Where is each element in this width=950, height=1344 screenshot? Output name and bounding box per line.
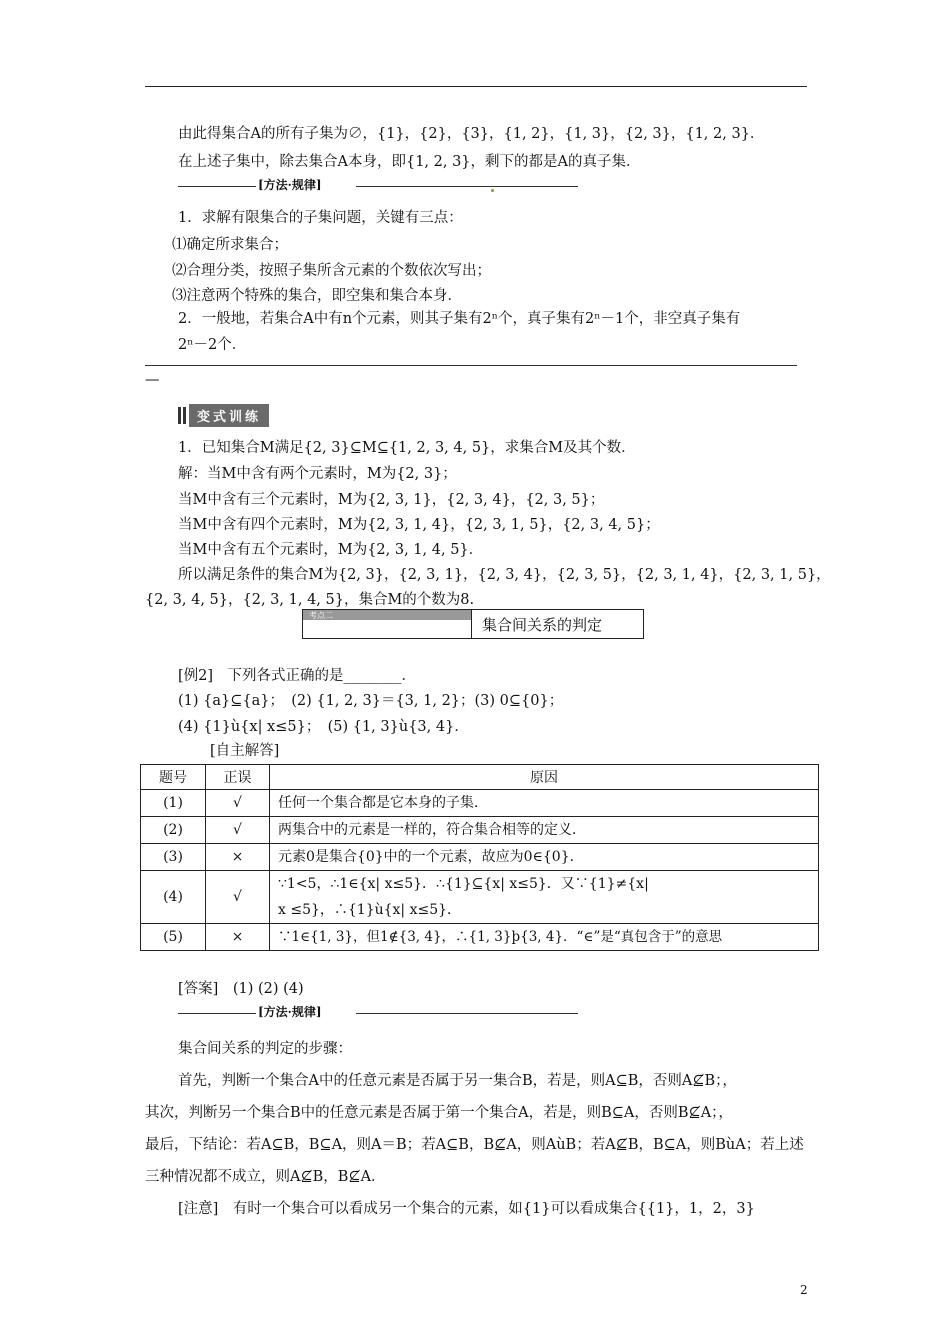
section-rule (145, 365, 797, 366)
method-item: ⑴确定所求集合； (172, 237, 288, 253)
row-reason: 两集合中的元素是一样的，符合集合相等的定义． (270, 817, 819, 844)
example-option: (1) {a}⊆{a}； (2) {1, 2, 3}＝{3, 1, 2}；(3) 0⊆{0}； (178, 693, 564, 709)
dash-rule (356, 186, 578, 187)
practice-line: 当M中含有四个元素时，M为{2, 3, 1, 4}，{2, 3, 1, 5}，{2, 3, 4, 5}； (178, 517, 660, 533)
table-header-cell: 题号 (141, 765, 206, 790)
trail-dash: — (145, 372, 160, 388)
row-verdict: √ (206, 790, 270, 817)
method-label: [方法·规律] (258, 178, 322, 192)
method-item: ⑵合理分类，按照子集所含元素的个数依次写出； (172, 263, 491, 279)
practice-line: 当M中含有五个元素时，M为{2, 3, 1, 4, 5}． (178, 542, 484, 558)
practice-heading (178, 405, 288, 426)
row-number: (3) (141, 844, 206, 871)
practice-line: {2, 3, 4, 5}，{2, 3, 1, 4, 5}，集合M的个数为8. (145, 592, 475, 608)
row-reason-line: x ≤5}，∴{1}ù{x| x≤5}． (278, 902, 462, 918)
row-reason (270, 871, 819, 924)
text-line: 由此得集合A的所有子集为∅，{1}，{2}，{3}，{1, 2}，{1, 3}，{2, 3}，{1, 2, 3}． (178, 126, 765, 142)
practice-line: 解：当M中含有两个元素时，M为{2, 3}； (178, 466, 457, 482)
table-row (141, 924, 819, 951)
answer-table (140, 764, 819, 951)
self-answer-label: [自主解答] (210, 743, 280, 759)
table-row (141, 871, 819, 924)
topic-title: 集合间关系的判定 (482, 615, 603, 634)
topic-tag-cell (303, 610, 472, 638)
row-reason: 任何一个集合都是它本身的子集． (270, 790, 819, 817)
steps-title: 集合间关系的判定的步骤： (178, 1041, 352, 1057)
dot-mark (491, 189, 494, 192)
practice-line: 所以满足条件的集合M为{2, 3}，{2, 3, 1}，{2, 3, 4}，{2, 3, 5}，{2, 3, 1, 4}，{2, 3, 1, 5}， (178, 567, 831, 583)
header-rule (145, 86, 807, 87)
row-verdict: √ (206, 817, 270, 844)
dash-rule (356, 1013, 578, 1014)
practice-line: 当M中含有三个元素时，M为{2, 3, 1}，{2, 3, 4}，{2, 3, 5}； (178, 492, 605, 508)
table-row (141, 844, 819, 871)
table-header-cell: 原因 (270, 765, 819, 790)
page-number: 2 (800, 1283, 808, 1297)
table-row (141, 790, 819, 817)
dash-rule (178, 186, 256, 187)
topic-header-box (302, 609, 644, 639)
row-reason-line: ∵1<5，∴1∈{x| x≤5}．∴{1}⊆{x| x≤5}．又∵{1}≠{x| (278, 876, 649, 892)
method-label: [方法·规律] (258, 1005, 322, 1019)
topic-tag: 考点二 (309, 611, 333, 620)
table-row (141, 817, 819, 844)
answer-line: [答案] (1) (2) (4) (178, 981, 304, 997)
practice-line: 1．已知集合M满足{2, 3}⊆M⊆{1, 2, 3, 4, 5}，求集合M及其个数． (178, 440, 636, 456)
method-point2-cont: 2ⁿ－2个． (178, 337, 247, 353)
step-line: 其次，判断另一个集合B中的任意元素是否属于第一个集合A，若是，则B⊆A，否则B⊈A；， (145, 1105, 733, 1121)
method-intro: 1．求解有限集合的子集问题，关键有三点： (178, 210, 463, 226)
row-number: (1) (141, 790, 206, 817)
table-header-row (141, 765, 819, 790)
heading-bars-icon (178, 407, 186, 424)
practice-heading-label: 变式训练 (189, 404, 269, 427)
note-line: [注意] 有时一个集合可以看成另一个集合的元素，如{1}可以看成集合{{1}，1，2，3} (178, 1201, 755, 1217)
method-item: ⑶注意两个特殊的集合，即空集和集合本身． (172, 288, 462, 304)
example-option: (4) {1}ù{x| x≤5}； (5) {1, 3}ù{3, 4}． (178, 719, 469, 735)
row-verdict: × (206, 924, 270, 951)
row-number: (2) (141, 817, 206, 844)
row-reason: 元素0是集合{0}中的一个元素，故应为0∈{0}． (270, 844, 819, 871)
step-line: 三种情况都不成立，则A⊈B，B⊈A． (145, 1169, 386, 1185)
row-number: (5) (141, 924, 206, 951)
row-reason: ∵1∈{1, 3}，但1∉{3, 4}，∴{1, 3}þ{3, 4}．“∈”是“真包含于”的意思 (270, 924, 819, 951)
row-verdict: √ (206, 871, 270, 924)
example-question: [例2] 下列各式正确的是________． (178, 668, 417, 684)
step-line: 最后，下结论：若A⊆B，B⊆A，则A＝B；若A⊆B，B⊈A，则AùB；若A⊈B，B⊆A，则BùA；若上述 (145, 1137, 804, 1153)
dash-rule (178, 1013, 256, 1014)
step-line: 首先，判断一个集合A中的任意元素是否属于另一集合B，若是，则A⊆B，否则A⊈B；， (178, 1073, 737, 1089)
text-line: 在上述子集中，除去集合A本身，即{1, 2, 3}，剩下的都是A的真子集． (178, 154, 641, 170)
table-header-cell: 正误 (206, 765, 270, 790)
method-point2: 2．一般地，若集合A中有n个元素，则其子集有2ⁿ个，真子集有2ⁿ－1个，非空真子集有 (178, 311, 741, 327)
row-verdict: × (206, 844, 270, 871)
row-number: (4) (141, 871, 206, 924)
